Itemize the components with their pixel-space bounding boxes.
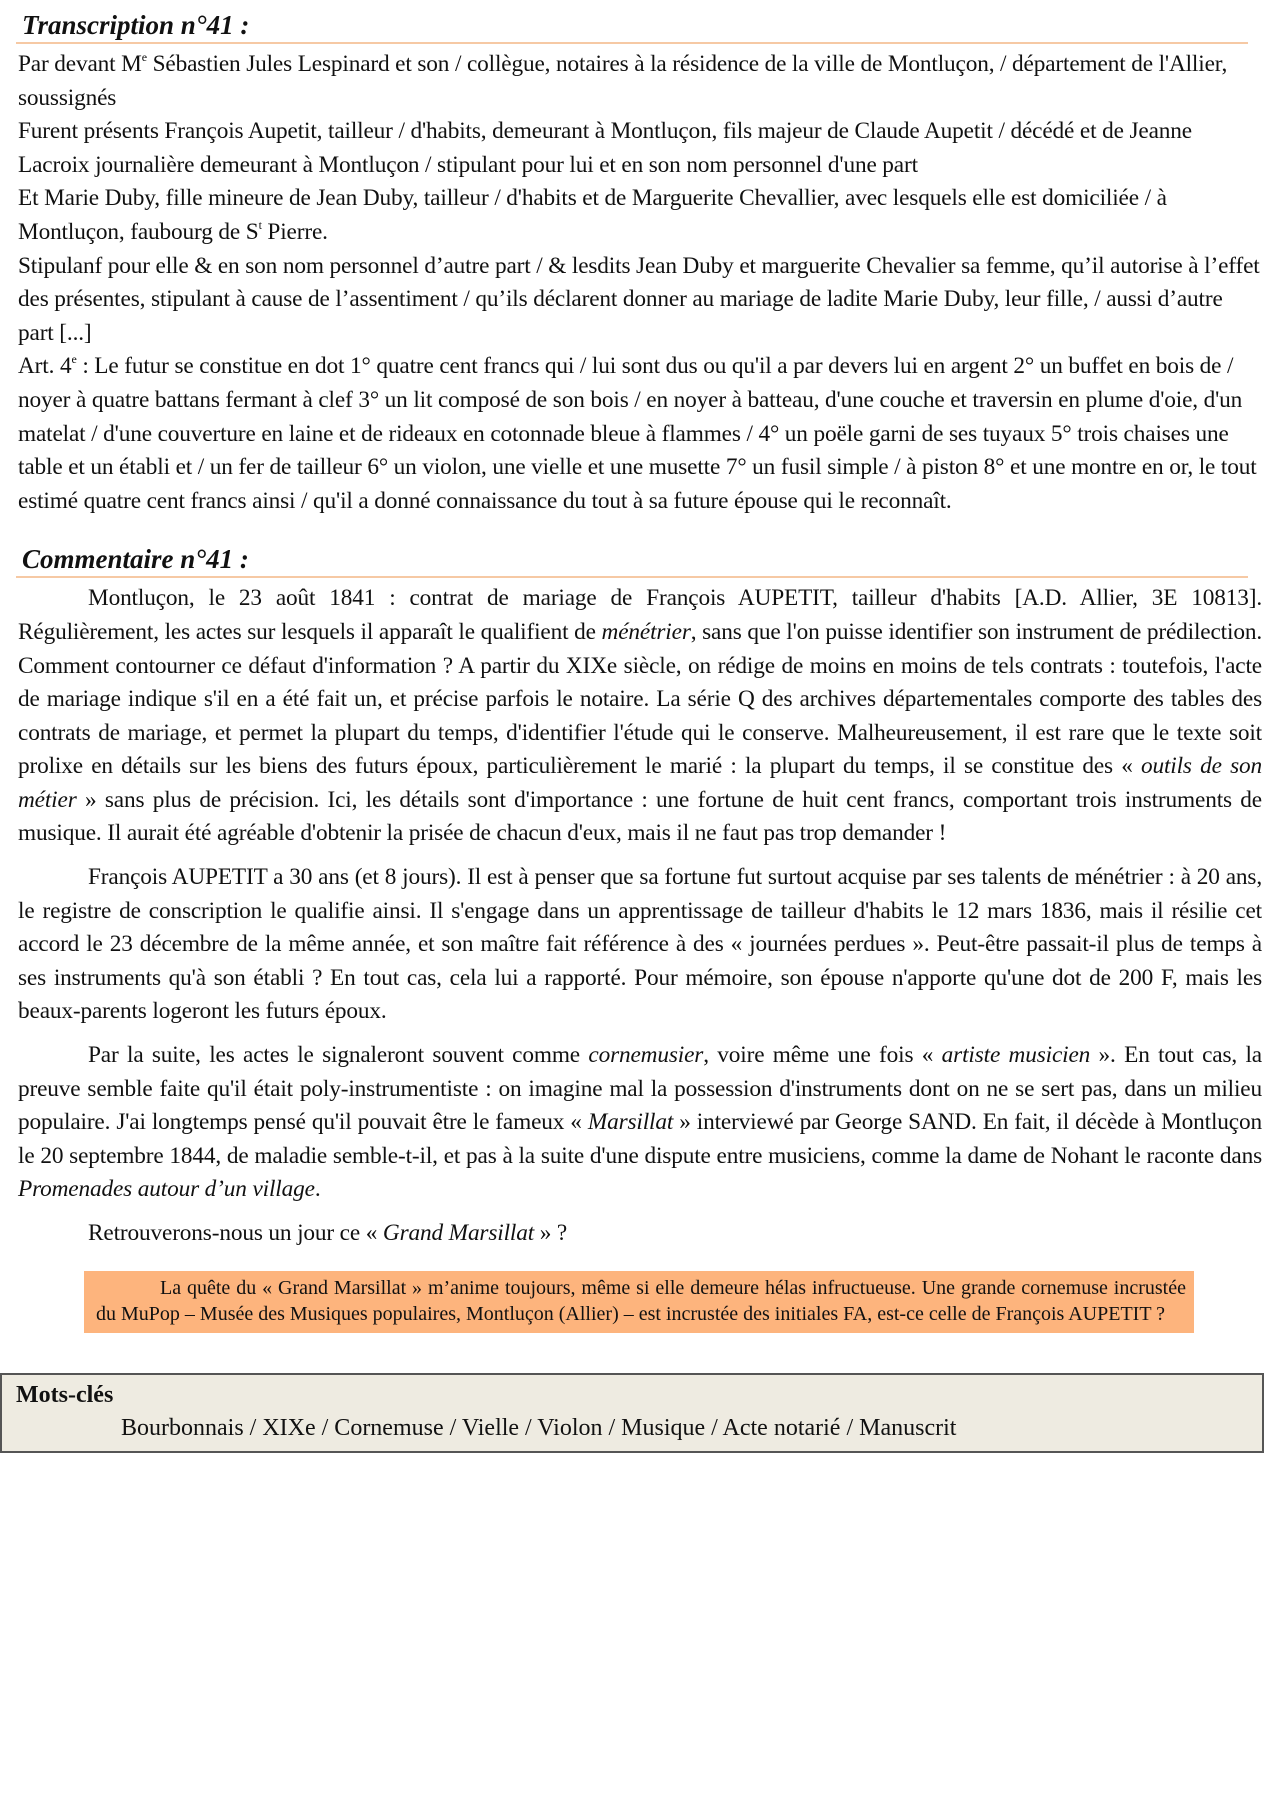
text-run: Art. 4 <box>18 353 72 380</box>
text-run: » ? <box>534 1220 568 1246</box>
text-run: : Le futur se constitue en dot 1° quatre cent francs qui / lui sont dus ou qu'il a par devers lui en argent 2° un buffet en bois de / noyer à quatre battans fermant à clef 3° un lit composé de son bois / en noyer à batteau, d'une couche et traversin en plume d'oie, d'un matelat / d'une couverture en laine et de rideaux en cotonnade bleue à flammes / 4° un poële garni de ses tuyaux 5° trois chaises une table et un établi et / un fer de tailleur 6° un violon, une vielle et une musette 7° un fusil simple / à piston 8° et une montre en or, le tout estimé quatre cent francs ainsi / qu'il a donné connaissance du tout à sa future épouse qui le reconnaît. <box>18 353 1257 514</box>
transcription-paragraph <box>16 250 1262 351</box>
text-run: Par la suite, les actes le signaleront souvent comme <box>88 1042 589 1069</box>
text-run: . <box>314 1176 321 1203</box>
keywords-list: Bourbonnais / XIXe / Cornemuse / Vielle / Violon / Musique / Acte notarié / Manuscrit <box>121 1414 957 1441</box>
text-run: , voire même une fois « <box>703 1042 942 1069</box>
commentary-paragraph <box>16 1039 1262 1207</box>
italic-term: outils de son métier <box>18 753 1262 813</box>
text-run: ». En tout cas, la preuve semble faite qu'il était poly-instrumentiste : on imagine mal la possession d'instruments dont on ne se sert pas, dans un milieu populaire. J'ai longtemps pensé qu'il pouvait être le fameux « <box>18 1042 1262 1136</box>
text-run: Furent présents François Aupetit, tailleur / d'habits, demeurant à Montluçon, fils majeur de Claude Aupetit / décédé et de Jeanne Lacroix journalière demeurant à Montluçon / stipulant pour lui et en son nom personnel d'une part <box>18 118 1192 178</box>
commentary-paragraph <box>16 582 1262 851</box>
superscript: e <box>71 352 77 367</box>
italic-term: Marsillat <box>587 1109 674 1136</box>
commentary-section <box>16 542 1262 1250</box>
superscript: t <box>258 217 262 232</box>
highlighted-note <box>84 1271 1194 1333</box>
transcription-paragraph <box>16 48 1262 115</box>
commentary-paragraph <box>16 1217 1262 1251</box>
section-divider <box>16 576 1248 578</box>
superscript: e <box>141 50 147 64</box>
italic-term: ménétrier <box>601 618 691 645</box>
keywords-title: Mots-clés <box>16 1381 114 1408</box>
text-run: Par devant M <box>18 51 142 77</box>
text-run: Retrouverons-nous un jour ce « <box>88 1220 383 1246</box>
section-divider <box>16 42 1248 44</box>
italic-term: cornemusier <box>588 1042 704 1069</box>
italic-term: Grand Marsillat <box>382 1220 535 1246</box>
text-run: Sébastien Jules Lespinard et son / collègue, notaires à la résidence de la ville de Montluçon, / département de l'Allier, soussignés <box>18 51 1228 111</box>
text-run: Stipulanf pour elle & en son nom personnel d’autre part / & lesdits Jean Duby et marguerite Chevalier sa femme, qu’il autorise à l’effet des présentes, stipulant à cause de l’assentiment / qu’ils déclarent donner au mariage de ladite Marie Duby, leur fille, / aussi d’autre part [...] <box>18 252 1260 346</box>
transcription-paragraph <box>16 182 1262 249</box>
text-run: , sans que l'on puisse identifier son instrument de prédilection. Comment contourner ce défaut d'information ? A partir du XIXe siècle, on rédige de moins en moins de tels contrats : toutefois, l'acte de mariage indique s'il en a été fait un, et précise parfois le notaire. La série Q des archives départementales comporte des tables des contrats de mariage, et permet la plupart du temps, d'identifier l'étude qui le conserve. Malheureusement, il est rare que le texte soit prolixe en détails sur les biens des futurs époux, particulièrement le marié : la plupart du temps, il se constitue des « <box>18 618 1262 780</box>
transcription-paragraph <box>16 115 1262 182</box>
text-run: Montluçon, le 23 août 1841 : contrat de mariage de François AUPETIT, tailleur d'habits [A.D. Allier, 3E 10813]. Régulièrement, les actes sur lesquels il apparaît le qualifient de <box>18 585 1262 645</box>
commentary-body <box>16 582 1262 1250</box>
transcription-paragraph <box>16 350 1262 518</box>
book-title: Promenades autour d’un village <box>18 1176 315 1203</box>
text-run: Et Marie Duby, fille mineure de Jean Duby, tailleur / d'habits et de Marguerite Chevallier, avec lesquels elle est domiciliée / à Montluçon, faubourg de S <box>18 185 1167 245</box>
note-text: La quête du « Grand Marsillat » m’anime toujours, même si elle demeure hélas infructueuse. Une grande cornemuse incrustée du MuPop – Musée des Musiques populaires, Montluçon (Allier) – est incrustée des initiales FA, est-ce celle de François AUPETIT ? <box>96 1276 1186 1325</box>
commentary-paragraph: François AUPETIT a 30 ans (et 8 jours). Il est à penser que sa fortune fut surtout acquise par ses talents de ménétrier : à 20 ans, le registre de conscription le qualifie ainsi. Il s'engage dans un apprentissage de tailleur d'habits le 12 mars 1836, mais il résilie cet accord le 23 décembre de la même année, et son maître fait référence à des « journées perdues ». Peut-être passait-il plus de temps à ses instruments qu'à son établi ? En tout cas, cela lui a rapporté. Pour mémoire, son épouse n'apporte qu'une dot de 200 F, mais les beaux-parents logeront les futurs époux. <box>18 864 1262 1025</box>
commentary-title: Commentaire n°41 : <box>22 544 249 575</box>
text-run: » sans plus de précision. Ici, les détails sont d'importance : une fortune de huit cent francs, comportant trois instruments de musique. Il aurait été agréable d'obtenir la prisée de chacun d'eux, mais il ne faut pas trop demander ! <box>18 786 1262 847</box>
keywords-box <box>0 1373 1264 1453</box>
text-run: Pierre. <box>261 218 328 245</box>
transcription-section <box>16 8 1262 518</box>
italic-term: artiste musicien <box>941 1042 1091 1069</box>
transcription-title: Transcription n°41 : <box>22 10 250 40</box>
text-run: » interviewé par George SAND. En fait, il décède à Montluçon le 20 septembre 1844, de maladie semble-t-il, et pas à la suite d'une dispute entre musiciens, comme la dame de Nohant le raconte dans <box>18 1109 1262 1169</box>
